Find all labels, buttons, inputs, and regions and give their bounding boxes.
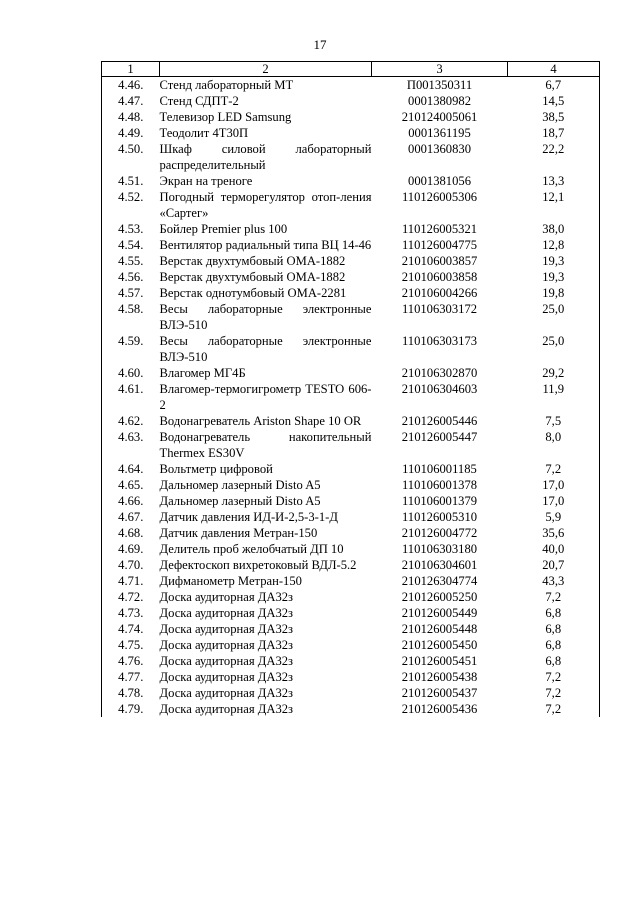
table-header xyxy=(102,62,600,77)
row-number: 4.64. xyxy=(102,461,160,477)
header-row xyxy=(102,62,600,77)
inventory-number: 110126005310 xyxy=(401,510,478,524)
table-row xyxy=(102,637,600,653)
item-value: 12,1 xyxy=(508,189,600,221)
row-number: 4.76. xyxy=(102,653,160,669)
row-number: 4.69. xyxy=(102,541,160,557)
table-row xyxy=(102,493,600,509)
inventory-number: 210126004772 xyxy=(401,526,478,540)
inventory-number: 210126005449 xyxy=(401,606,478,620)
row-number: 4.79. xyxy=(102,701,160,717)
table-row xyxy=(102,381,600,413)
item-value: 17,0 xyxy=(508,493,600,509)
item-name: Доска аудиторная ДА32з xyxy=(159,686,294,700)
item-value: 6,8 xyxy=(508,653,600,669)
table-row xyxy=(102,589,600,605)
table-row xyxy=(102,557,600,573)
row-number: 4.74. xyxy=(102,621,160,637)
row-number: 4.46. xyxy=(102,77,160,94)
item-name: Дальномер лазерный Disto A5 xyxy=(159,478,321,492)
item-name: Верстак однотумбовый ОМА-2281 xyxy=(159,286,347,300)
inventory-number: 110106001378 xyxy=(401,478,478,492)
inventory-number: 210106003858 xyxy=(401,270,478,284)
inventory-number: 110106303172 xyxy=(401,302,478,316)
table-row xyxy=(102,253,600,269)
inventory-number: 110106303173 xyxy=(401,334,478,348)
item-value: 7,5 xyxy=(508,413,600,429)
item-name: Телевизор LED Samsung xyxy=(159,110,292,124)
item-value: 22,2 xyxy=(508,141,600,173)
inventory-number: 210126005436 xyxy=(401,702,478,716)
item-name: Стенд лабораторный МТ xyxy=(159,78,294,92)
item-value: 7,2 xyxy=(508,685,600,701)
row-number: 4.54. xyxy=(102,237,160,253)
table-row xyxy=(102,141,600,173)
column-header-4: 4 xyxy=(508,62,600,77)
item-name: Влагомер-термогигрометр TESTO 606-2 xyxy=(159,382,372,412)
table-row xyxy=(102,685,600,701)
table-row xyxy=(102,109,600,125)
inventory-number: 210126005437 xyxy=(401,686,478,700)
item-value: 5,9 xyxy=(508,509,600,525)
item-value: 7,2 xyxy=(508,461,600,477)
inventory-number: 210106304603 xyxy=(401,382,478,396)
table-row xyxy=(102,365,600,381)
row-number: 4.77. xyxy=(102,669,160,685)
item-value: 18,7 xyxy=(508,125,600,141)
item-value: 8,0 xyxy=(508,429,600,461)
row-number: 4.61. xyxy=(102,381,160,413)
inventory-number: 110126004775 xyxy=(401,238,478,252)
item-value: 38,0 xyxy=(508,221,600,237)
page-number: 17 xyxy=(313,37,327,52)
item-value: 35,6 xyxy=(508,525,600,541)
item-value: 7,2 xyxy=(508,589,600,605)
inventory-number: 0001381056 xyxy=(408,174,471,188)
item-value: 6,7 xyxy=(508,77,600,94)
item-name: Водонагреватель накопительный Thermex ES30V xyxy=(159,430,372,460)
item-value: 12,8 xyxy=(508,237,600,253)
table-row xyxy=(102,669,600,685)
table-row xyxy=(102,93,600,109)
item-name: Датчик давления ИД-И-2,5-3-1-Д xyxy=(159,510,338,524)
item-name: Доска аудиторная ДА32з xyxy=(159,622,294,636)
table-row xyxy=(102,701,600,717)
table-row xyxy=(102,429,600,461)
item-value: 7,2 xyxy=(508,669,600,685)
row-number: 4.71. xyxy=(102,573,160,589)
row-number: 4.73. xyxy=(102,605,160,621)
item-name: Экран на треноге xyxy=(159,174,253,188)
inventory-number: 210126005438 xyxy=(401,670,478,684)
item-name: Дефектоскоп вихретоковый ВДЛ-5.2 xyxy=(159,558,357,572)
table-body xyxy=(102,77,600,718)
column-header-1: 1 xyxy=(102,62,160,77)
item-name: Дифманометр Метран-150 xyxy=(159,574,302,588)
table-row xyxy=(102,237,600,253)
item-value: 6,8 xyxy=(508,637,600,653)
row-number: 4.60. xyxy=(102,365,160,381)
inventory-number: 210126005250 xyxy=(401,590,478,604)
row-number: 4.58. xyxy=(102,301,160,333)
item-name: Доска аудиторная ДА32з xyxy=(159,590,294,604)
row-number: 4.65. xyxy=(102,477,160,493)
item-name: Шкаф силовой лабораторный распределительный xyxy=(159,142,372,172)
table-row xyxy=(102,621,600,637)
inventory-number: 210126005448 xyxy=(401,622,478,636)
inventory-number: 210126005446 xyxy=(401,414,478,428)
row-number: 4.57. xyxy=(102,285,160,301)
item-value: 6,8 xyxy=(508,621,600,637)
inventory-number: 210124005061 xyxy=(401,110,478,124)
table-row xyxy=(102,573,600,589)
inventory-number: 210126005450 xyxy=(401,638,478,652)
item-value: 19,3 xyxy=(508,253,600,269)
row-number: 4.75. xyxy=(102,637,160,653)
row-number: 4.48. xyxy=(102,109,160,125)
row-number: 4.78. xyxy=(102,685,160,701)
item-name: Верстак двухтумбовый ОМА-1882 xyxy=(159,254,346,268)
row-number: 4.67. xyxy=(102,509,160,525)
row-number: 4.55. xyxy=(102,253,160,269)
item-value: 14,5 xyxy=(508,93,600,109)
inventory-number: 210126304774 xyxy=(401,574,478,588)
item-name: Доска аудиторная ДА32з xyxy=(159,606,294,620)
item-name: Датчик давления Метран-150 xyxy=(159,526,318,540)
table-row xyxy=(102,189,600,221)
item-name: Стенд СДПТ-2 xyxy=(159,94,239,108)
item-value: 38,5 xyxy=(508,109,600,125)
item-value: 19,8 xyxy=(508,285,600,301)
item-value: 40,0 xyxy=(508,541,600,557)
table-row xyxy=(102,301,600,333)
item-name: Доска аудиторная ДА32з xyxy=(159,702,294,716)
row-number: 4.72. xyxy=(102,589,160,605)
row-number: 4.68. xyxy=(102,525,160,541)
table-row xyxy=(102,461,600,477)
item-name: Дальномер лазерный Disto A5 xyxy=(159,494,321,508)
inventory-number: П001350311 xyxy=(406,78,473,92)
inventory-number: 110106001379 xyxy=(401,494,478,508)
row-number: 4.66. xyxy=(102,493,160,509)
column-header-2: 2 xyxy=(160,62,372,77)
table-row xyxy=(102,541,600,557)
item-name: Доска аудиторная ДА32з xyxy=(159,638,294,652)
table-row xyxy=(102,333,600,365)
row-number: 4.63. xyxy=(102,429,160,461)
row-number: 4.56. xyxy=(102,269,160,285)
item-value: 25,0 xyxy=(508,301,600,333)
item-value: 19,3 xyxy=(508,269,600,285)
table-row xyxy=(102,269,600,285)
row-number: 4.47. xyxy=(102,93,160,109)
table-row xyxy=(102,477,600,493)
inventory-number: 0001361195 xyxy=(408,126,471,140)
row-number: 4.52. xyxy=(102,189,160,221)
inventory-number: 210106302870 xyxy=(401,366,478,380)
inventory-number: 210106304601 xyxy=(401,558,478,572)
row-number: 4.51. xyxy=(102,173,160,189)
item-name: Вольтметр цифровой xyxy=(159,462,273,476)
inventory-number: 110126005306 xyxy=(401,190,478,204)
table-row xyxy=(102,77,600,94)
item-name: Верстак двухтумбовый ОМА-1882 xyxy=(159,270,346,284)
table-row xyxy=(102,173,600,189)
table-row xyxy=(102,125,600,141)
item-name: Теодолит 4Т30П xyxy=(159,126,249,140)
item-name: Бойлер Premier plus 100 xyxy=(159,222,288,236)
row-number: 4.50. xyxy=(102,141,160,173)
item-value: 13,3 xyxy=(508,173,600,189)
inventory-number: 210126005451 xyxy=(401,654,478,668)
item-name: Погодный терморегулятор отоп-ления «Сартег» xyxy=(159,190,372,220)
item-value: 7,2 xyxy=(508,701,600,717)
inventory-number: 110126005321 xyxy=(401,222,478,236)
item-name: Доска аудиторная ДА32з xyxy=(159,670,294,684)
row-number: 4.49. xyxy=(102,125,160,141)
inventory-number: 210126005447 xyxy=(401,430,478,444)
item-name: Влагомер МГ4Б xyxy=(159,366,246,380)
table-row xyxy=(102,285,600,301)
inventory-number: 0001380982 xyxy=(408,94,471,108)
item-name: Весы лабораторные электронные ВЛЭ-510 xyxy=(159,302,372,332)
item-value: 20,7 xyxy=(508,557,600,573)
item-name: Весы лабораторные электронные ВЛЭ-510 xyxy=(159,334,372,364)
inventory-number: 210106004266 xyxy=(401,286,478,300)
item-value: 43,3 xyxy=(508,573,600,589)
inventory-number: 0001360830 xyxy=(408,142,471,156)
item-value: 6,8 xyxy=(508,605,600,621)
item-value: 17,0 xyxy=(508,477,600,493)
item-value: 29,2 xyxy=(508,365,600,381)
inventory-table xyxy=(101,61,600,717)
item-name: Водонагреватель Ariston Shape 10 OR xyxy=(159,414,362,428)
item-name: Вентилятор радиальный типа ВЦ 14-46 xyxy=(159,238,372,252)
item-name: Делитель проб желобчатый ДП 10 xyxy=(159,542,344,556)
table-row xyxy=(102,605,600,621)
inventory-number: 210106003857 xyxy=(401,254,478,268)
inventory-number: 110106001185 xyxy=(402,462,477,476)
column-header-3: 3 xyxy=(372,62,508,77)
table-row xyxy=(102,221,600,237)
table-row xyxy=(102,509,600,525)
table-row xyxy=(102,653,600,669)
row-number: 4.62. xyxy=(102,413,160,429)
item-name: Доска аудиторная ДА32з xyxy=(159,654,294,668)
item-value: 11,9 xyxy=(508,381,600,413)
table-row xyxy=(102,413,600,429)
row-number: 4.59. xyxy=(102,333,160,365)
table-row xyxy=(102,525,600,541)
inventory-number: 110106303180 xyxy=(401,542,478,556)
item-value: 25,0 xyxy=(508,333,600,365)
row-number: 4.53. xyxy=(102,221,160,237)
row-number: 4.70. xyxy=(102,557,160,573)
